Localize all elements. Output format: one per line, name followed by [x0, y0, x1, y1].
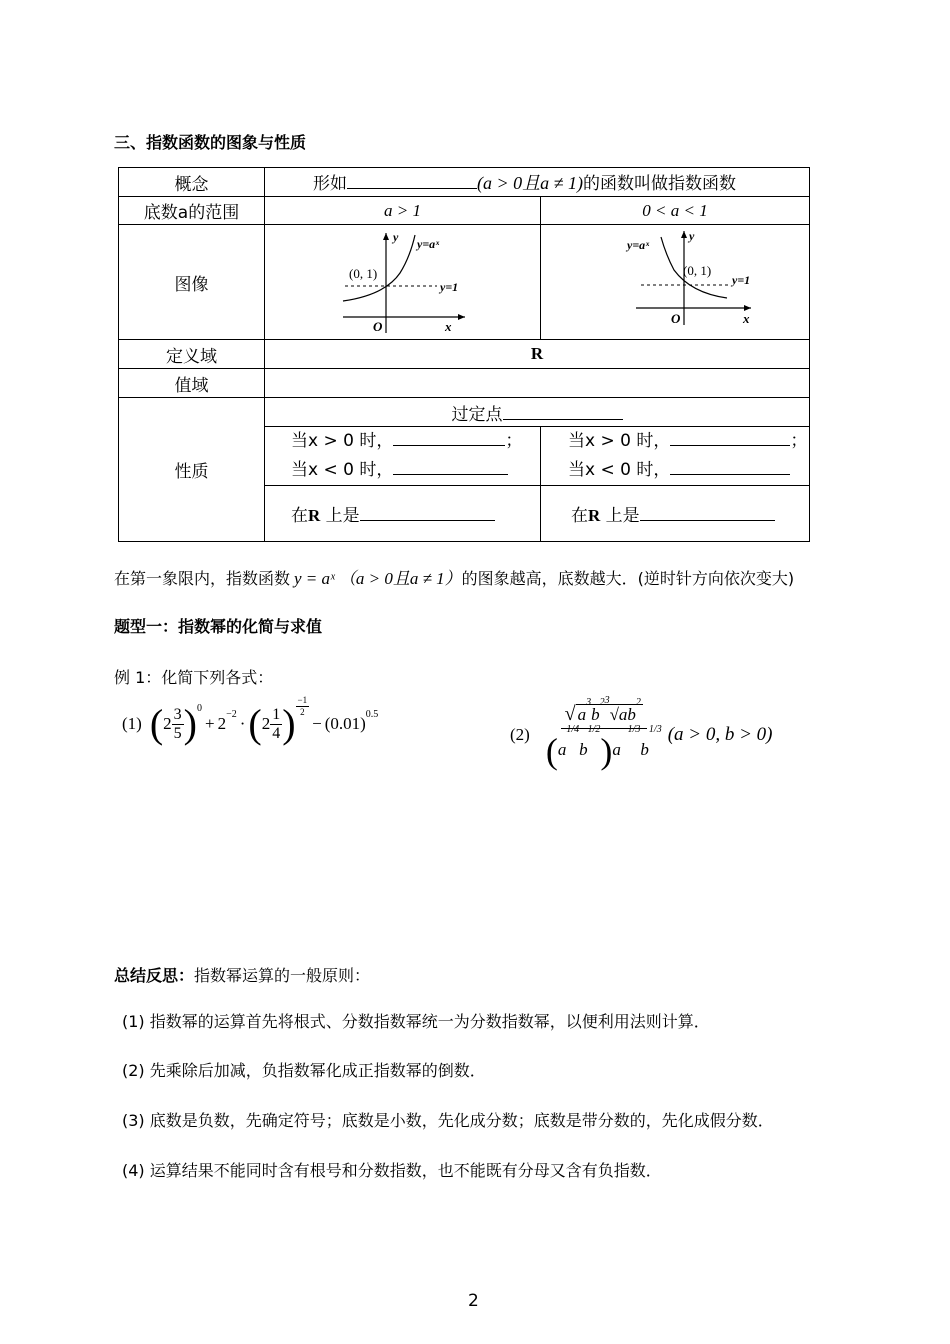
first-quadrant-note: 在第一象限内，指数函数 y = aˣ （a > 0且a ≠ 1）的图象越高，底数越大．(逆时针方向依次变大)	[114, 569, 795, 588]
svg-text:O: O	[373, 319, 383, 334]
monotone-lt1: 在R 上是	[541, 486, 810, 542]
monotone-gt1: 在R 上是	[265, 486, 541, 542]
point-label: (0, 1)	[349, 266, 378, 281]
graph-gt1	[265, 225, 540, 339]
graph-gt1-cell	[265, 225, 541, 340]
svg-text:y=1: y=1	[732, 273, 751, 287]
range-gt1: a > 1	[265, 197, 541, 225]
svg-text:O: O	[671, 311, 681, 326]
domain-value: R	[265, 340, 810, 369]
summary-item-2: (2) 先乘除后加减，负指数幂化成正指数幂的倒数．	[122, 1061, 486, 1080]
summary-item-1: (1) 指数幂的运算首先将根式、分数指数幂统一为分数指数幂，以便利用法则计算．	[122, 1012, 710, 1031]
curve-label: y=aˣ	[417, 237, 440, 251]
base-range-label: 底数a的范围	[119, 197, 265, 225]
example-label: 例 1：化简下列各式：	[114, 668, 274, 687]
svg-text:x: x	[445, 319, 452, 334]
ex2-label: (2)	[510, 724, 530, 744]
domain-label: 定义域	[119, 340, 265, 369]
concept-blank	[347, 173, 477, 189]
summary-item-4: (4) 运算结果不能同时含有根号和分数指数，也不能既有分母又含有负指数．	[122, 1161, 662, 1180]
curve-label: y=aˣ	[627, 238, 650, 252]
range-label: 值域	[119, 369, 265, 398]
fixed-point-cell: 过定点	[265, 398, 810, 427]
graph-lt1-cell	[541, 225, 810, 340]
ex2-fraction: $\frac{√ a^3b^{23}√ab^2}{(a^{1/4}b^{1/2})a^{-1/3}b^{1/3}}$	[545, 695, 662, 771]
properties-table	[118, 167, 810, 542]
range-lt1: 0 < a < 1	[541, 197, 810, 225]
summary-heading: 总结反思：指数幂运算的一般原则：	[114, 966, 371, 985]
props-label: 性质	[119, 398, 265, 542]
point-label: (0, 1)	[683, 263, 712, 278]
graph-label: 图像	[119, 225, 265, 340]
range-value	[265, 369, 810, 398]
svg-text:y: y	[393, 230, 399, 244]
section-title: 三、指数函数的图象与性质	[114, 133, 307, 152]
svg-text:x: x	[743, 311, 750, 326]
svg-text:y: y	[689, 229, 695, 243]
concept-label: 概念	[119, 168, 265, 197]
type1-title: 题型一：指数幂的化简与求值	[114, 617, 323, 636]
ex1-label: (1)	[122, 714, 142, 733]
ex2-condition: (a > 0, b > 0)	[667, 723, 773, 745]
graph-lt1	[541, 225, 809, 339]
expression-1: (1) ( 2 $\frac{3}{5}$ ) 0 + 2 −2 · ( 2 $\frac{1}{4}$ ) $\frac{-1}{2}$ − (0.01) 0.5	[122, 694, 379, 746]
svg-text:y=1: y=1	[440, 280, 459, 294]
props-lt1: 当x > 0 时， ； 当x < 0 时，	[541, 427, 810, 486]
page-number: 2	[468, 1291, 479, 1311]
expression-2	[510, 695, 773, 771]
summary-item-3: (3) 底数是负数，先确定符号；底数是小数，先化成分数；底数是带分数的，先化成假分数．	[122, 1111, 774, 1130]
concept-cell: 形如 (a > 0且a ≠ 1)的函数叫做指数函数	[265, 168, 810, 197]
props-gt1: 当x > 0 时， ； 当x < 0 时，	[265, 427, 541, 486]
